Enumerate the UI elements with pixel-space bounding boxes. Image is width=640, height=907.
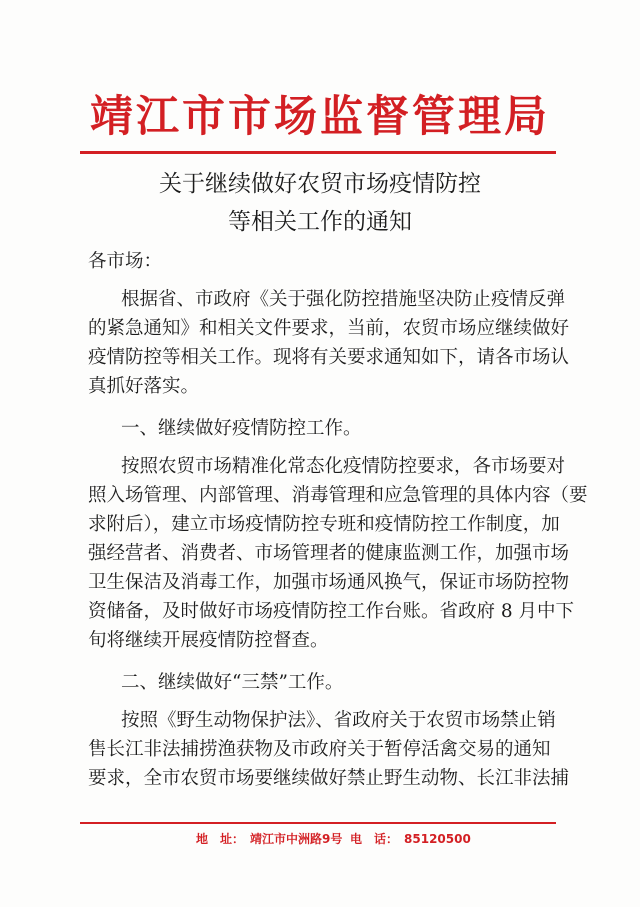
address-value: 靖江市中洲路9号: [250, 832, 343, 846]
paragraph-line: 照入场管理、内部管理、消毒管理和应急管理的具体内容（要: [88, 485, 588, 506]
paragraph-line: 售长江非法捕捞渔获物及市政府关于暂停活禽交易的通知: [88, 739, 551, 760]
paragraph-line: 疫情防控等相关工作。现将有关要求通知如下，请各市场认: [88, 347, 570, 368]
paragraph-line: 按照《野生动物保护法》、省政府关于农贸市场禁止销: [121, 710, 556, 731]
footer-phone: [350, 830, 471, 847]
section-heading-1: 一、继续做好疫情防控工作。: [121, 418, 362, 439]
document-title-line-1: 关于继续做好农贸市场疫情防控: [159, 171, 481, 197]
paragraph-line: 按照农贸市场精准化常态化疫情防控要求，各市场要对: [121, 456, 566, 477]
section-heading-2: 二、继续做好“三禁”工作。: [121, 672, 344, 693]
paragraph-line: 要求，全市农贸市场要继续做好禁止野生动物、长江非法捕: [88, 768, 570, 789]
letterhead-red-rule: [80, 151, 556, 154]
document-title-line-2: 等相关工作的通知: [228, 209, 412, 235]
paragraph-line: 资储备，及时做好市场疫情防控工作台账。省政府 8 月中下: [88, 601, 575, 622]
paragraph-line: 的紧急通知》和相关文件要求，当前，农贸市场应继续做好: [88, 318, 570, 339]
paragraph-line: 根据省、市政府《关于强化防控措施坚决防止疫情反弹: [121, 289, 566, 310]
footer-address: [196, 830, 342, 847]
paragraph-line: 旬将继续开展疫情防控督查。: [88, 630, 329, 651]
paragraph-line: 卫生保洁及消毒工作，加强市场通风换气，保证市场防控物: [88, 572, 570, 593]
footer-red-rule: [80, 822, 556, 824]
paragraph-line: 真抓好落实。: [88, 376, 200, 397]
agency-letterhead: 靖江市市场监督管理局: [90, 92, 550, 142]
salutation: 各市场：: [88, 251, 163, 272]
address-label: 地 址：: [196, 832, 245, 846]
phone-label: 电 话：: [350, 832, 399, 846]
phone-value: 85120500: [404, 832, 471, 846]
paragraph-line: 强经营者、消费者、市场管理者的健康监测工作，加强市场: [88, 543, 570, 564]
paragraph-line: 求附后），建立市场疫情防控专班和疫情防控工作制度，加: [88, 514, 560, 535]
